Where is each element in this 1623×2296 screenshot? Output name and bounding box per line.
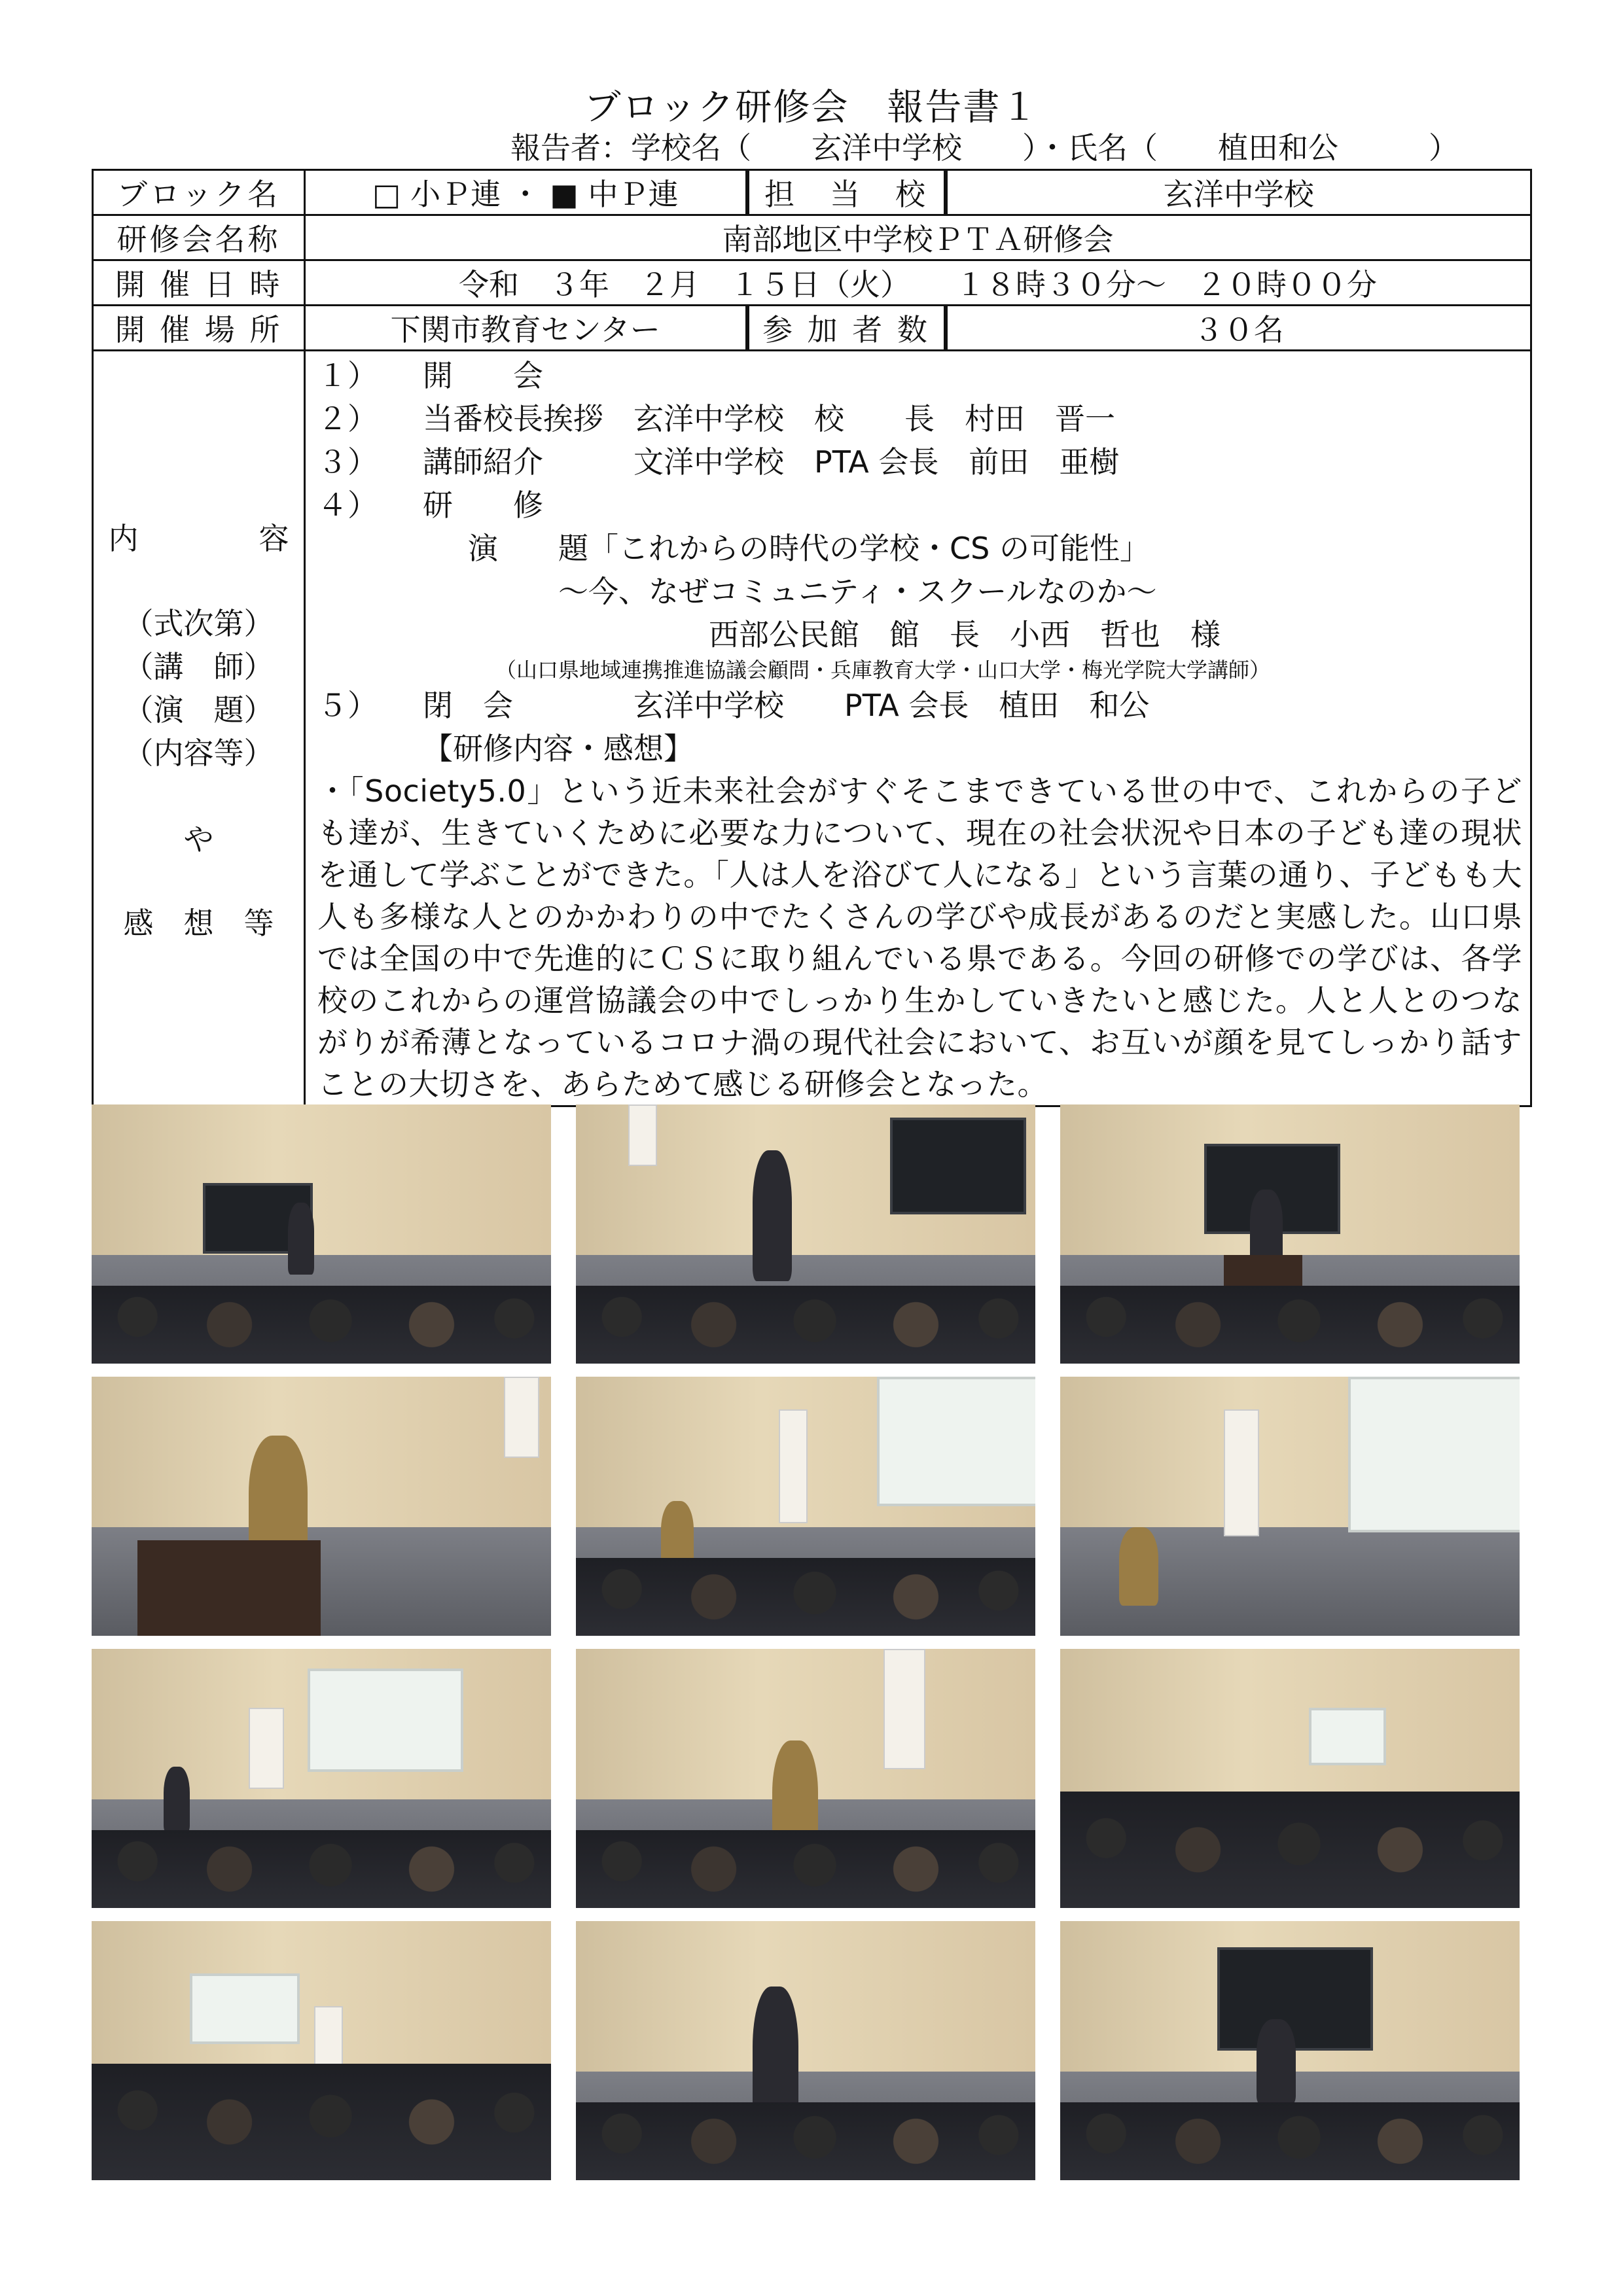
date-label: 開 催 日 時	[93, 260, 305, 306]
photo-8	[576, 1649, 1035, 1908]
side-label-and: や	[183, 822, 214, 857]
side-label-lecturer: （講 師）	[123, 649, 274, 684]
photo-1	[92, 1104, 551, 1364]
photo-4	[92, 1377, 551, 1636]
place-label: 開 催 場 所	[93, 306, 305, 351]
side-label-impressions: 感 想 等	[123, 906, 274, 941]
reporter-line: 報告者：学校名（ 玄洋中学校 ）・氏名（ 植田和公 ）	[510, 130, 1459, 166]
impression-text: ・「Society5.0」という近未来社会がすぐそこまできている世の中で、これからの子ども達が、生きていくために必要な力について、現在の社会状況や日本の子ども達の現状を通して学ぶことができた。「人は人を浴びて人になる」という言葉の通り、子どもも大人も多様な人とのかかわりの中でたくさんの学びや成長があるのだと実感した。山口県では全国の中で先進的にＣＳに取り組んでいる県である。今回の研修での学びは、各学校のこれからの運営協議会の中でしっかり生かしていきたいと感じた。人と人とのつながりが希薄となっているコロナ渦の現代社会において、お互いが顔を見てしっかり話すことの大切さを、あらためて感じる研修会となった。	[317, 773, 1522, 1102]
side-label-topic: （演 題）	[123, 692, 274, 728]
program-line-2: ２） 当番校長挨拶 玄洋中学校 校 長 村田 晋一	[317, 401, 1115, 436]
photo-7	[92, 1649, 551, 1908]
program-line-1: １） 開 会	[317, 358, 543, 393]
school-label: 担 当 校	[747, 170, 946, 215]
photo-grid	[92, 1104, 1531, 2181]
program-line-3: ３） 講師紹介 文洋中学校 PTA 会長 前田 亜樹	[317, 444, 1120, 480]
side-label-details: （内容等）	[123, 735, 274, 771]
training-value: 南部地区中学校ＰＴＡ研修会	[305, 215, 1531, 260]
program-line-7: 西部公民館 館 長 小西 哲也 様	[317, 617, 1221, 652]
photo-10	[92, 1921, 551, 2180]
program-line-9: ５） 閉 会 玄洋中学校 PTA 会長 植田 和公	[317, 688, 1150, 723]
training-label: 研修会名称	[93, 215, 305, 260]
program-line-4: ４） 研 修	[317, 487, 543, 523]
photo-11	[576, 1921, 1035, 2180]
program-line-8: （山口県地域連携推進協議会顧問・兵庫教育大学・山口大学・梅光学院大学講師）	[317, 658, 1271, 682]
side-label-program: （式次第）	[123, 606, 274, 641]
side-label-content: 内 容	[108, 521, 289, 556]
photo-5	[576, 1377, 1035, 1636]
participants-value: ３０名	[946, 306, 1531, 351]
photo-6	[1060, 1377, 1520, 1636]
block-label: ブロック名	[93, 170, 305, 215]
school-value: 玄洋中学校	[946, 170, 1531, 215]
photo-3	[1060, 1104, 1520, 1364]
block-value: □ 小Ｐ連 ・ ■ 中Ｐ連	[305, 170, 747, 215]
content-cell	[305, 351, 1531, 1106]
participants-label: 参 加 者 数	[747, 306, 946, 351]
date-value: 令和 ３年 ２月 １５日（火） １８時３０分～ ２０時００分	[305, 260, 1531, 306]
content-side-label	[93, 351, 305, 1106]
program-line-10: 【研修内容・感想】	[317, 731, 694, 766]
page-title: ブロック研修会 報告書１	[584, 86, 1039, 129]
photo-2	[576, 1104, 1035, 1364]
photo-12	[1060, 1921, 1520, 2180]
report-table	[92, 169, 1532, 1107]
place-value: 下関市教育センター	[305, 306, 747, 351]
program-line-5: 演 題「これからの時代の学校・CS の可能性」	[317, 531, 1150, 566]
photo-9	[1060, 1649, 1520, 1908]
program-line-6: ～今、なぜコミュニティ・スクールなのか～	[317, 574, 1157, 609]
